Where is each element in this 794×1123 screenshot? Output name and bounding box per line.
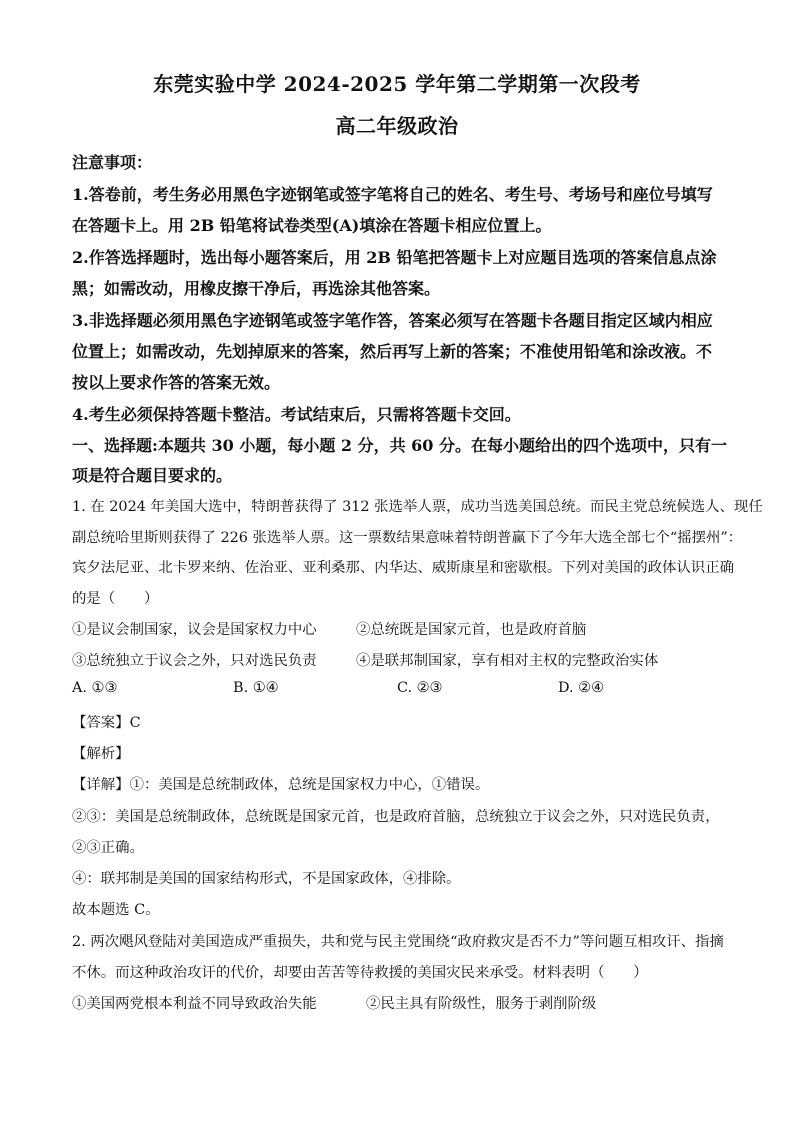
question-1-stem: 宾夕法尼亚、北卡罗来纳、佐治亚、亚利桑那、内华达、威斯康星和密歇根。下列对美国的政体认识正确 (72, 560, 734, 576)
question-1-stem: 1. 在 2024 年美国大选中，特朗普获得了 312 张选举人票，成功当选美国总统。而民主党总统候选人、现任 (72, 499, 763, 515)
statement-2: ②总统既是国家元首，也是政府首脑 (356, 622, 587, 638)
question-2-stem: 不休。而这种政治攻讦的代价，却要由苦苦等待救援的美国灾民来承受。材料表明（ ） (72, 965, 648, 981)
statement-2: ②民主具有阶级性，服务于剥削阶级 (366, 996, 597, 1012)
detail-line: ④：联邦制是美国的国家结构形式，不是国家政体，④排除。 (72, 871, 461, 887)
detail-line: 故本题选 C。 (72, 902, 160, 918)
detail-line: ②③正确。 (72, 840, 144, 856)
question-1-stem: 的是（ ） (72, 591, 159, 607)
choice-d: D. ②④ (558, 680, 604, 696)
notes-line: 按以上要求作答的答案无效。 (72, 373, 281, 392)
statement-1: ①是议会制国家，议会是国家权力中心 (72, 622, 317, 638)
exam-title: 东莞实验中学 2024-2025 学年第二学期第一次段考 (153, 72, 641, 96)
statement-3: ③总统独立于议会之外，只对选民负责 (72, 653, 317, 669)
analysis-label: 【解析】 (72, 746, 130, 762)
notes-line: 黑；如需改动，用橡皮擦干净后，再选涂其他答案。 (72, 279, 441, 298)
notes-line: 1.答卷前，考生务必用黑色字迹钢笔或签字笔将自己的姓名、考生号、考场号和座位号填写 (72, 185, 713, 204)
notes-line: 位置上；如需改动，先划掉原来的答案，然后再写上新的答案；不准使用铅笔和涂改液。不 (72, 342, 713, 361)
answer-label: 【答案】C (72, 715, 141, 731)
statement-1: ①美国两党根本利益不同导致政治失能 (72, 996, 317, 1012)
notes-heading: 注意事项： (72, 153, 153, 172)
exam-subtitle: 高二年级政治 (335, 114, 459, 138)
statement-4: ④是联邦制国家，享有相对主权的完整政治实体 (356, 653, 659, 669)
choice-b: B. ①④ (233, 680, 279, 696)
notes-line: 4.考生必须保持答题卡整洁。考试结束后，只需将答题卡交回。 (72, 405, 521, 424)
question-2-stem: 2. 两次飓风登陆对美国造成严重损失，共和党与民主党围绕“政府救灾是否不力”等问题互相攻讦、指摘 (72, 934, 724, 950)
notes-line: 2.作答选择题时，选出每小题答案后，用 2B 铅笔把答题卡上对应题目选项的答案信息点涂 (72, 248, 717, 267)
detail-line: ②③：美国是总统制政体，总统既是国家元首，也是政府首脑，总统独立于议会之外，只对选民负责， (72, 809, 720, 825)
choice-c: C. ②③ (397, 680, 443, 696)
choice-a: A. ①③ (72, 680, 118, 696)
section-heading: 一、选择题:本题共 30 小题，每小题 2 分，共 60 分。在每小题给出的四个选项中，只有一 (72, 436, 727, 455)
question-1-stem: 副总统哈里斯则获得了 226 张选举人票。这一票数结果意味着特朗普赢下了今年大选全部七个“摇摆州”： (72, 530, 743, 546)
detail-line: 【详解】①：美国是总统制政体，总统是国家权力中心，①错误。 (72, 777, 490, 793)
section-heading: 项是符合题目要求的。 (72, 466, 233, 485)
notes-line: 3.非选择题必须用黑色字迹钢笔或签字笔作答，答案必须写在答题卡各题目指定区域内相应 (72, 311, 713, 330)
notes-line: 在答题卡上。用 2B 铅笔将试卷类型(A)填涂在答题卡相应位置上。 (72, 216, 552, 235)
